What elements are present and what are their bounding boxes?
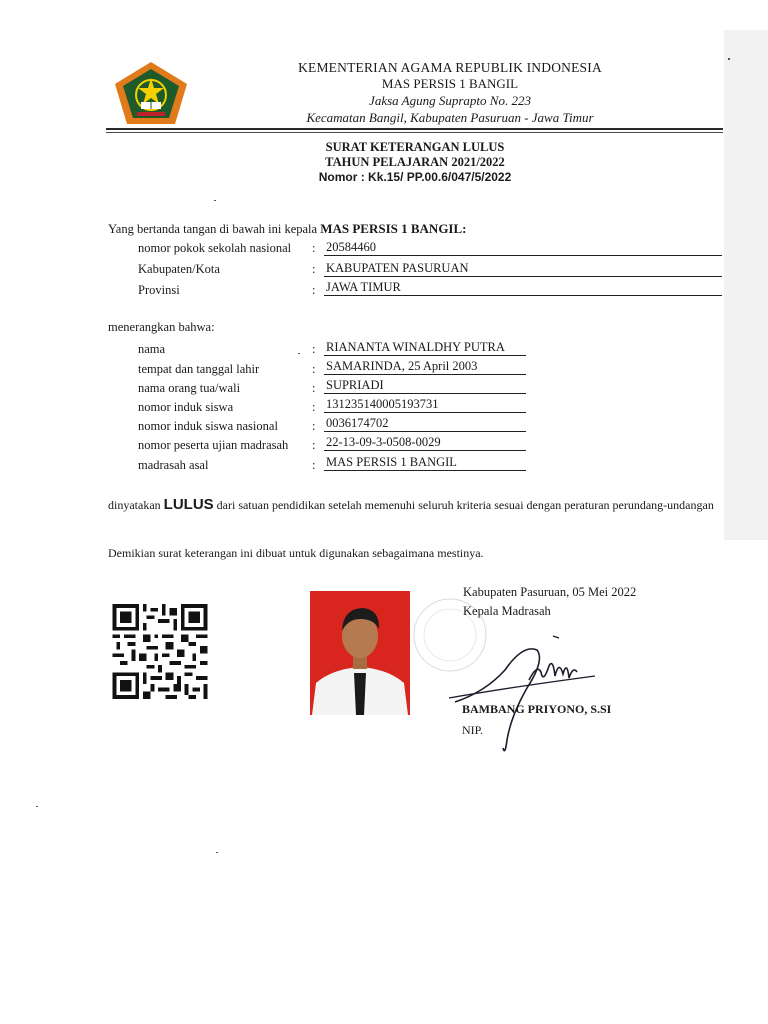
field-label-ttl: tempat dan tanggal lahir <box>138 362 260 376</box>
title-line: SURAT KETERANGAN LULUS <box>325 140 505 154</box>
field-value-kabupaten: KABUPATEN PASURUAN <box>324 261 722 277</box>
graduation-status: LULUS <box>163 496 214 513</box>
signer-nip: NIP. <box>462 723 484 737</box>
field-value-nis: 131235140005193731 <box>324 397 526 413</box>
colon: : <box>312 419 316 433</box>
student-photo <box>310 591 410 715</box>
field-label-orangtua: nama orang tua/wali <box>138 381 241 395</box>
field-value-nama: RIANANTA WINALDHY PUTRA <box>324 340 526 356</box>
statement-prefix: dinyatakan <box>108 498 161 512</box>
field-label-nisn: nomor induk siswa nasional <box>138 419 278 433</box>
field-label-peserta-ujian: nomor peserta ujian madrasah <box>138 438 289 452</box>
handwritten-signature <box>445 630 615 760</box>
graduation-statement <box>108 496 724 514</box>
intro-school: MAS PERSIS 1 BANGIL: <box>320 221 467 236</box>
field-label-kabupaten: Kabupaten/Kota <box>138 262 220 276</box>
field-label-madrasah-asal: madrasah asal <box>138 458 209 472</box>
letterhead-rule-thin <box>106 132 723 133</box>
colon: : <box>312 438 316 452</box>
scan-speck <box>36 806 38 807</box>
scan-speck <box>298 353 300 354</box>
letterhead-rule-thick <box>106 128 723 130</box>
field-label-provinsi: Provinsi <box>138 283 180 297</box>
statement-suffix: dari satuan pendidikan setelah memenuhi seluruh kriteria sesuai dengan peraturan perundang-undangan <box>216 498 714 512</box>
colon: : <box>312 400 316 414</box>
scan-speck <box>216 852 218 853</box>
place-date: Kabupaten Pasuruan, 05 Mei 2022 <box>463 585 637 599</box>
colon: : <box>312 362 316 376</box>
ministry-name: KEMENTERIAN AGAMA REPUBLIK INDONESIA <box>298 60 602 75</box>
signer-position: Kepala Madrasah <box>463 604 551 618</box>
scan-edge-shade <box>724 30 768 540</box>
letterhead <box>255 60 645 126</box>
colon: : <box>312 381 316 395</box>
field-value-ttl: SAMARINDA, 25 April 2003 <box>324 359 526 375</box>
school-address: Jaksa Agung Suprapto No. 223 <box>369 93 531 108</box>
intro-statement <box>108 221 467 237</box>
qr-code <box>110 604 210 699</box>
scan-speck <box>214 200 216 201</box>
intro-text: Yang bertanda tangan di bawah ini kepala <box>108 222 318 236</box>
closing-statement: Demikian surat keterangan ini dibuat untuk digunakan sebagaimana mestinya. <box>108 546 484 560</box>
field-value-peserta-ujian: 22-13-09-3-0508-0029 <box>324 435 526 451</box>
colon: : <box>312 283 316 297</box>
field-label-nis: nomor induk siswa <box>138 400 234 414</box>
colon: : <box>312 458 316 472</box>
academic-year: TAHUN PELAJARAN 2021/2022 <box>325 155 505 169</box>
menerangkan-label: menerangkan bahwa: <box>108 320 215 334</box>
field-value-nisn: 0036174702 <box>324 416 526 432</box>
document-title <box>250 140 580 185</box>
document-number: Nomor : Kk.15/ PP.00.6/047/5/2022 <box>318 170 512 184</box>
field-value-npsn: 20584460 <box>324 240 722 256</box>
field-label-nama: nama <box>138 342 166 356</box>
colon: : <box>312 262 316 276</box>
signer-name: BAMBANG PRIYONO, S.SI <box>462 702 612 716</box>
colon: : <box>312 241 316 255</box>
field-value-orangtua: SUPRIADI <box>324 378 526 394</box>
field-value-madrasah-asal: MAS PERSIS 1 BANGIL <box>324 455 526 471</box>
school-district: Kecamatan Bangil, Kabupaten Pasuruan - Jawa Timur <box>306 110 594 125</box>
school-name: MAS PERSIS 1 BANGIL <box>381 76 519 91</box>
field-value-provinsi: JAWA TIMUR <box>324 280 722 296</box>
kemenag-logo <box>113 60 189 126</box>
colon: : <box>312 342 316 356</box>
field-label-npsn: nomor pokok sekolah nasional <box>138 241 292 255</box>
scan-speck <box>728 58 730 60</box>
